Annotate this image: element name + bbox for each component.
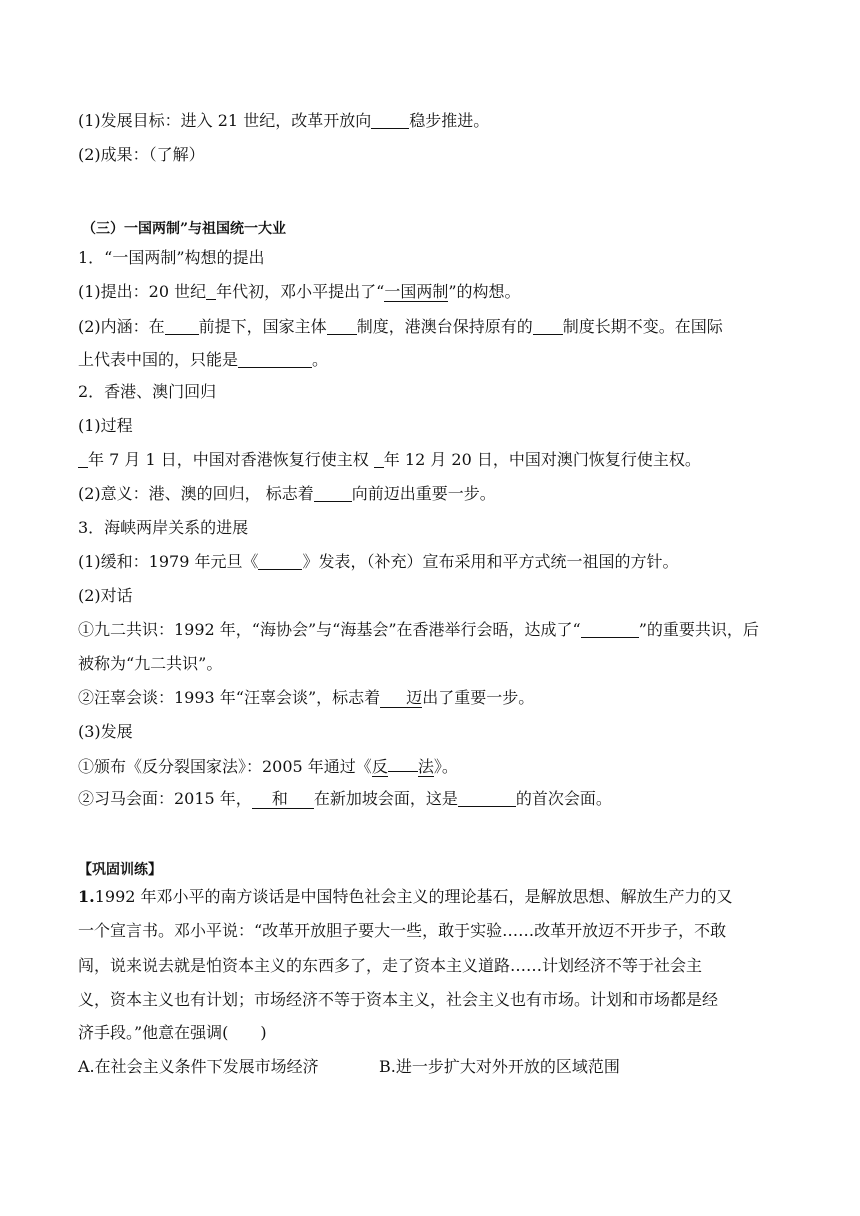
option-b[interactable]: B.进一步扩大对外开放的区域范围 [379,1057,620,1076]
item-title: 2．香港、澳门回归 [78,382,217,401]
fill-blank[interactable] [165,318,199,335]
question-line: 1.1992 年邓小平的南方谈话是中国特色社会主义的理论基石，是解放思想、解放生产力的又 [78,887,733,906]
meaning-line: (2)意义：港、澳的回归， 标志着 向前迈出重要一步。 [78,484,496,503]
fill-blank[interactable] [314,485,352,502]
dialog-label: (2)对话 [78,586,133,605]
fill-blank[interactable] [371,112,409,129]
return-line: 年 7 月 1 日，中国对香港恢复行使主权 年 12 月 20 日，中国对澳门恢复行使主权。 [78,449,701,471]
fill-blank[interactable] [533,318,563,335]
fill-blank[interactable] [258,553,302,570]
ease-line: (1)缓和：1979 年元旦《 》发表，（补充）宣布采用和平方式统一祖国的方针。 [78,552,679,571]
question-line: 义，资本主义也有计划；市场经济不等于资本主义，社会主义也有市场。计划和市场都是经 [78,990,719,1009]
exercise-heading: 【巩固训练】 [78,862,162,878]
connotation-line-2: 上代表中国的，只能是 。 [78,350,329,369]
question-line: 一个宣言书。邓小平说：“改革开放胆子要大一些，敢于实验……改革开放迈不开步子，不敢 [78,921,727,940]
fill-blank[interactable] [458,790,516,807]
fill-blank[interactable] [206,283,216,300]
result-line: (2)成果：（了解） [78,145,205,164]
question-line: 闯，说来说去就是怕资本主义的东西多了，走了资本主义道路……计划经济不等于社会主 [78,956,703,975]
connotation-line: (2)内涵：在 前提下，国家主体 制度，港澳台保持原有的 制度长期不变。在国际 [78,317,723,336]
development-label: (3)发展 [78,722,133,741]
law-line: ①颁布《反分裂国家法》：2005 年通过《反 法》。 [78,754,458,778]
fill-blank[interactable] [581,621,639,638]
proposal-line: (1)提出：20 世纪 年代初，邓小平提出了“一国两制”的构想。 [78,282,521,301]
section-heading: （三）一国两制”与祖国统一大业 [82,221,287,237]
item-title: 1．“一国两制”构想的提出 [78,248,265,267]
fill-blank[interactable] [374,451,384,468]
consensus-line-2: 被称为“九二共识”。 [78,654,223,673]
process-label: (1)过程 [78,416,133,435]
meeting-line: ②习马会面：2015 年， 和 在新加坡会面，这是 的首次会面。 [78,789,612,808]
talks-line: ②汪辜会谈：1993 年“汪辜会谈”，标志着 迈出了重要一步。 [78,688,535,707]
item-title: 3．海峡两岸关系的进展 [78,518,249,537]
fill-blank[interactable] [388,754,418,772]
goal-line: (1)发展目标：进入 21 世纪，改革开放向 稳步推进。 [78,111,490,130]
fill-blank[interactable] [327,318,357,335]
option-a[interactable]: A.在社会主义条件下发展市场经济 [78,1057,319,1076]
fill-blank[interactable] [78,451,88,468]
fill-blank[interactable] [238,351,312,368]
consensus-line: ①九二共识：1992 年，“海协会”与“海基会”在香港举行会晤，达成了“ ”的重要共识，后 [78,620,759,639]
question-line: 济手段。”他意在强调( ) [78,1023,267,1042]
